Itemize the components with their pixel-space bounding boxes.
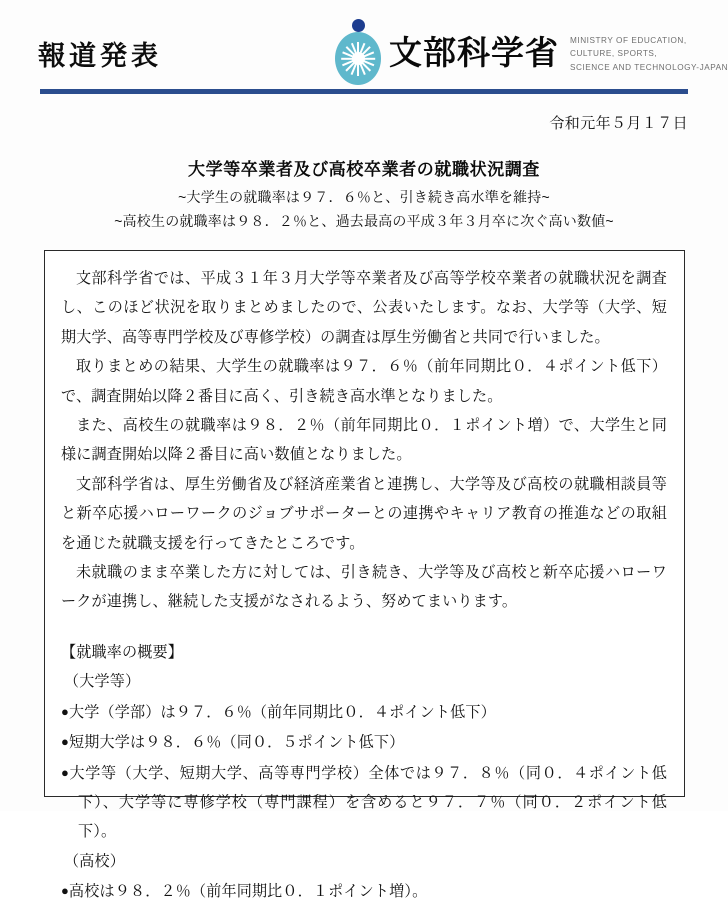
bullet-dot-icon: ● — [61, 703, 70, 719]
group-label-university: （大学等） — [64, 673, 141, 691]
body-paragraph: 取りまとめの結果、大学生の就職率は９７．６％（前年同期比０．４ポイント低下）で、調査開始以降２番目に高く、引き続き高水準となりました。 — [61, 358, 667, 405]
title-block — [0, 155, 728, 231]
document-header — [0, 0, 728, 96]
bullet-dot-icon: ● — [61, 734, 70, 750]
page-title: 大学等卒業者及び高校卒業者の就職状況調査 — [188, 160, 540, 180]
body-paragraph: 文部科学省では、平成３１年３月大学等卒業者及び高等学校卒業者の就職状況を調査し、このほど状況を取りまとめましたので、公表いたします。なお、大学等（大学、短期大学、高等専門学校及び専修学校）の調査は厚生労働省と共同で行いました。 — [61, 270, 667, 346]
press-release-label: 報道発表 — [38, 41, 162, 72]
body-paragraph: 文部科学省は、厚生労働省及び経済産業省と連携し、大学等及び高校の就職相談員等と新卒応援ハローワークのジョブサポーターとの連携やキャリア教育の推進などの取組を通じた就職支援を行ってきたところです。 — [61, 475, 667, 552]
header-divider-rule — [40, 89, 688, 94]
emblem-top-dot — [352, 19, 365, 32]
ministry-name-en-line1: MINISTRY OF EDUCATION, — [570, 36, 687, 46]
bullet-dot-icon: ● — [61, 764, 70, 780]
page-subtitle-university: ~大学生の就職率は９７．６％と、引き続き高水準を維持~ — [178, 189, 550, 205]
body-paragraph: 未就職のまま卒業した方に対しては、引き続き、大学等及び高校と新卒応援ハローワークが連携し、継続した支援がなされるよう、努めてまいります。 — [61, 564, 667, 611]
ministry-name-en-line3: SCIENCE AND TECHNOLOGY-JAPAN — [570, 62, 728, 72]
page-subtitle-highschool: ~高校生の就職率は９８．２％と、過去最高の平成３年３月卒に次ぐ高い数値~ — [114, 213, 614, 229]
emblem-center — [352, 52, 365, 65]
list-item — [61, 876, 667, 906]
list-item-text: 短期大学は９８．６％（同０．５ポイント低下） — [69, 734, 405, 752]
mext-sunburst-emblem-icon — [333, 18, 383, 86]
body-content-box — [44, 250, 685, 901]
list-item — [61, 727, 667, 757]
ministry-name-jp: 文部科学省 — [389, 32, 559, 72]
list-item-text: 大学等（大学、短期大学、高等専門学校）全体では９７．８％（同０．４ポイント低下）、大学等に専修学校（専門課程）を含めると９７．７％（同０．２ポイント低下）。 — [69, 764, 667, 841]
list-item — [61, 697, 667, 727]
group-label-highschool: （高校） — [64, 852, 125, 870]
section-spacer — [61, 617, 667, 638]
list-item-text: 高校は９８．２％（前年同期比０．１ポイント増）。 — [69, 883, 428, 901]
emblem-disc — [335, 32, 381, 85]
publication-date: 令和元年５月１７日 — [549, 115, 688, 132]
summary-section-heading: 【就職率の概要】 — [61, 643, 183, 661]
list-item — [61, 758, 667, 847]
ministry-logo — [333, 16, 728, 88]
list-item-text: 大学（学部）は９７．６％（前年同期比０．４ポイント低下） — [69, 703, 496, 721]
ministry-name-en — [570, 34, 728, 74]
body-paragraph: また、高校生の就職率は９８．２％（前年同期比０．１ポイント増）で、大学生と同様に調査開始以降２番目に高い数値となりました。 — [61, 417, 667, 464]
bullet-dot-icon: ● — [61, 883, 70, 899]
ministry-name-en-line2: CULTURE, SPORTS, — [570, 49, 658, 59]
